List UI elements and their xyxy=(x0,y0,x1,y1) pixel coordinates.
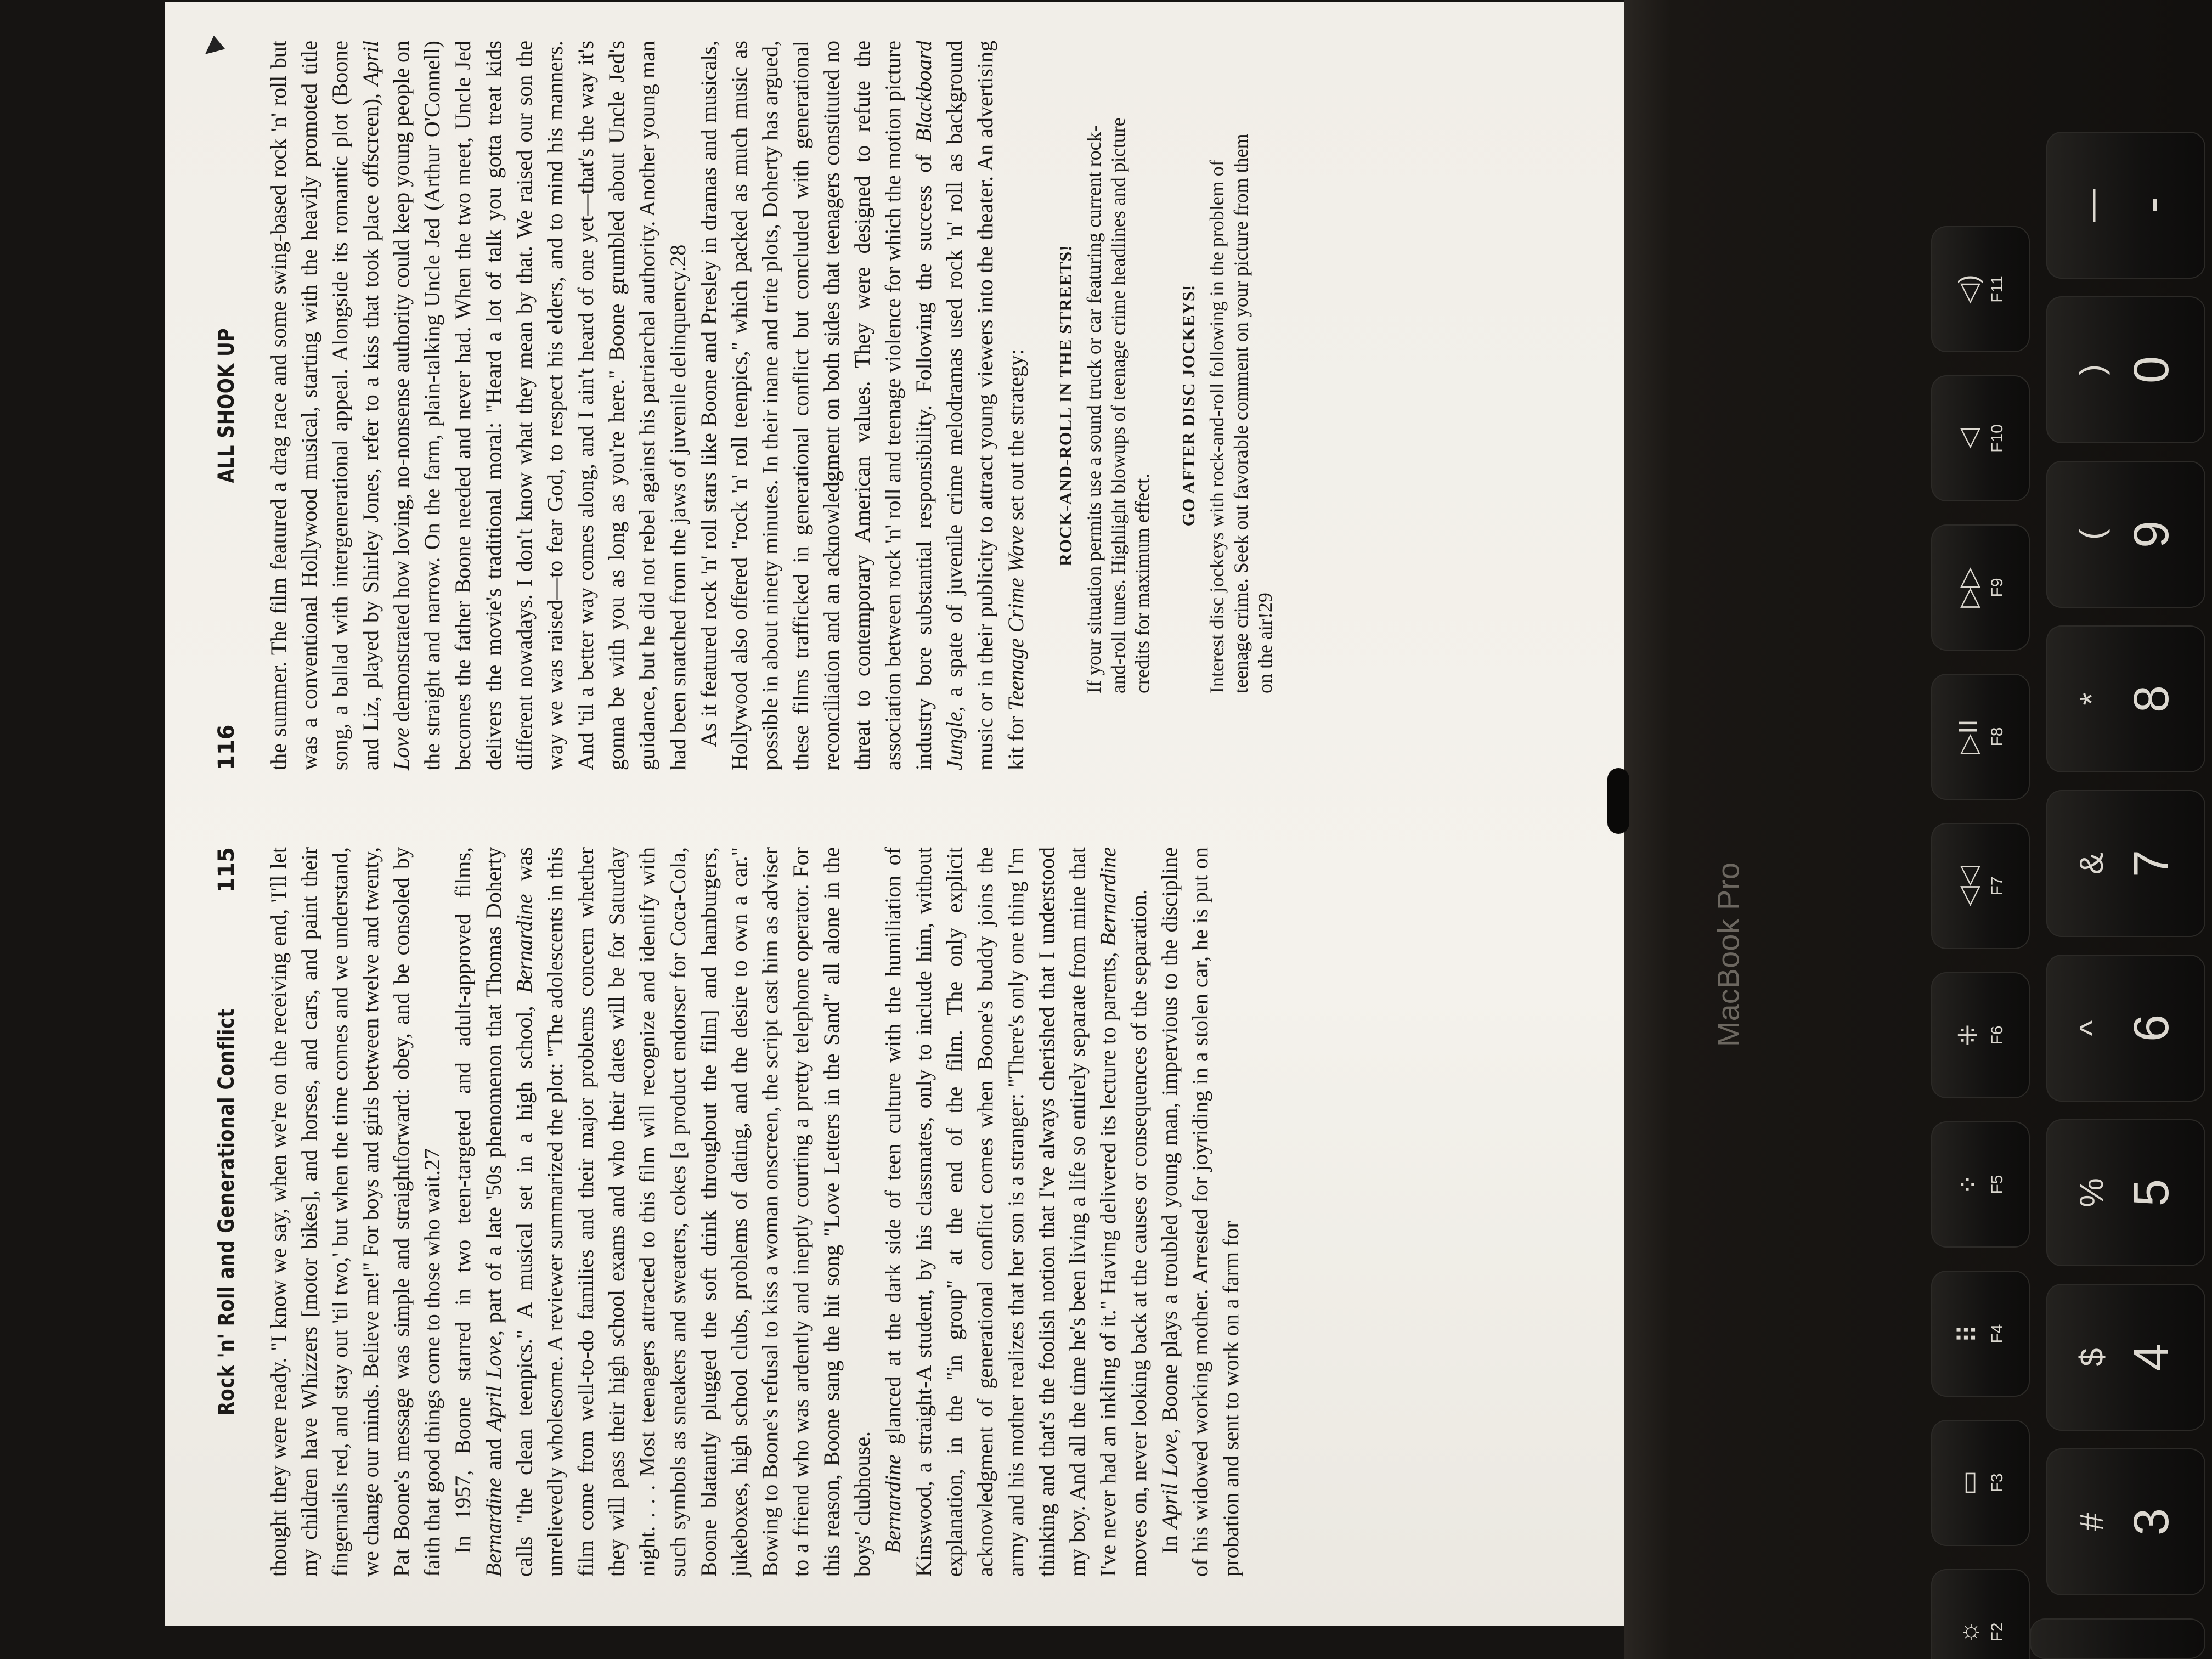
key-0[interactable] xyxy=(2046,296,2205,443)
key-label: F7 xyxy=(1988,876,2006,896)
play-pause-icon: ▷II xyxy=(1954,719,1983,754)
left-paragraph-3: Bernardine glanced at the dark side of teen culture with the humiliation of Kinswood, a straight-A student, by his classmates, only to include him, without explanation, in the "in group" at the end of the film. The only explicit acknowledgment of generational conflict comes when Boone's buddy joins the army and his mother realizes that her son is a stranger: "There's only one thing I'm thinking and that's the foolish notion that I've always cherished that I understood my boy. And all the time he's been living a life so entirely separate from mine that I've never had an inkling of it." Having delivered its lecture to parents, Bernardine moves on, never looking back at the causes or consequences of the separation. xyxy=(881,847,1151,1577)
key-f2[interactable] xyxy=(1931,1569,2030,1659)
key-label: F11 xyxy=(1988,275,2006,303)
key-shift-symbol: — xyxy=(2073,189,2110,222)
key-partial[interactable] xyxy=(2030,1618,2205,1659)
quote-body-streets: If your situation permits use a sound truck or car featuring current rock-and-roll tunes. Highlight blowups of teenage crime headlines and picture credits for maximum effect. xyxy=(1083,117,1153,693)
mission-control-icon: ▭ xyxy=(1954,1470,1983,1496)
right-paragraph-2: As it featured rock 'n' roll stars like Boone and Presley in dramas and musicals, Hollywood also offered "rock 'n' roll teenpics," which packed as much music as possible in about ninety minutes. In their inane and trite plots, Doherty has argued, these films trafficked in generational conflict but concluded with generational reconciliation and an acknowledgment on both sides that teenagers constituted no threat to contemporary American values. They were designed to refute the association between rock 'n' roll and teenage violence for which the motion picture industry bore substantial responsibility. Following the success of Blackboard Jungle, a spate of juvenile crime melodramas used rock 'n' roll as background music or in their publicity to attract young viewers into the theater. An advertising kit for Teenage Crime Wave set out the strategy: xyxy=(696,41,1028,770)
key-label: 9 xyxy=(2124,520,2179,549)
key-f7[interactable] xyxy=(1931,823,2030,949)
key-shift-symbol: * xyxy=(2073,692,2110,706)
key-f11[interactable] xyxy=(1931,226,2030,352)
key-label: - xyxy=(2124,197,2179,213)
key-f5[interactable] xyxy=(1931,1121,2030,1248)
quote-heading-streets: ROCK-AND-ROLL IN THE STREETS! xyxy=(1056,245,1075,566)
key-3[interactable] xyxy=(2046,1448,2205,1595)
key-6[interactable] xyxy=(2046,955,2205,1102)
right-running-head xyxy=(214,41,263,770)
key-5[interactable] xyxy=(2046,1119,2205,1266)
right-page-title: ALL SHOOK UP xyxy=(214,328,239,483)
launchpad-icon: ⠿ xyxy=(1954,1324,1983,1344)
key-label: F2 xyxy=(1988,1622,2006,1642)
book-spread xyxy=(165,2,1624,1626)
right-page xyxy=(214,41,1277,770)
key-shift-symbol: ( xyxy=(2073,529,2110,540)
mute-icon: ◁ xyxy=(1954,428,1983,449)
brightness-up-icon: ☼ xyxy=(1954,1620,1983,1644)
key-8[interactable] xyxy=(2046,625,2205,772)
key-label: 4 xyxy=(2124,1343,2179,1372)
keyboard-light-up-icon: ⁜ xyxy=(1954,1024,1983,1047)
left-page-title: Rock 'n' Roll and Generational Conflict xyxy=(214,1008,239,1415)
left-paragraph-2: In 1957, Boone starred in two teen-targeted and adult-approved films, Bernardine and April Love, part of a late '50s phenomenon that Thomas Doherty calls "the clean teenpics." A musical set in a high school, Bernardine was unrelievedly wholesome. A reviewer summarized the plot: "The adolescents in this film come from well-to-do families and their major problems concern whether they will pass their high school exams and who their dates will be for Saturday night. . . . Most teenagers attracted to this film will recognize and identify with such symbols as sneakers and sweaters, cokes [a product endorser for Coca-Cola, Boone blatantly plugged the soft drink throughout the film] and hamburgers, jukeboxes, high school clubs, problems of dating, and the desire to own a car." Bowing to Boone's refusal to kiss a woman onscreen, the script cast him as adviser to a friend who was ardently and ineptly courting a pretty telephone operator. For this reason, Boone sang the hit song "Love Letters in the Sand" all alone in the boys' clubhouse. xyxy=(450,847,874,1577)
key-label: F4 xyxy=(1988,1324,2006,1344)
quote-body-disc-jockeys: Interest disc jockeys with rock-and-roll following in the problem of teenage crime. Seek out favorable comment on your picture from them on the air!29 xyxy=(1206,133,1276,693)
key-label: F3 xyxy=(1988,1473,2006,1493)
key-f6[interactable] xyxy=(1931,972,2030,1098)
key-label: 0 xyxy=(2124,356,2179,384)
left-running-head xyxy=(214,847,263,1577)
key-label: 8 xyxy=(2124,685,2179,713)
keyboard-light-down-icon: ⁘ xyxy=(1954,1173,1983,1196)
hinge-notch xyxy=(1607,768,1629,834)
key-shift-symbol: ) xyxy=(2073,364,2110,375)
key-4[interactable] xyxy=(2046,1284,2205,1431)
right-paragraph-1: the summer. The film featured a drag race and some swing-based rock 'n' roll but was a conventional Hollywood musical, starting with the heavily promoted title song, a ballad with intergenerational appeal. Alongside its romantic plot (Boone and Liz, played by Shirley Jones, refer to a kiss that took place offscreen), April Love demonstrated how loving, no-nonsense authority could keep young people on the straight and narrow. On the farm, plain-talking Uncle Jed (Arthur O'Connell) becomes the father Boone needed and never had. When the two meet, Uncle Jed delivers the movie's traditional moral: "Heard a lot of talk you gotta treat kids different nowadays. I don't know what they mean by that. We raised our son the way we was raised—to fear God, to respect his elders, and to mind his manners. And 'til a better way comes along, and I ain't heard of one yet—that's the way it's gonna be with you as long as you're here." Boone grumbled about Uncle Jed's guidance, but he did not rebel against his patriarchal authority. Another young man had been snatched from the jaws of juvenile delinquency.28 xyxy=(266,41,690,770)
ad-kit-quote-2 xyxy=(1176,117,1277,693)
key-f9[interactable] xyxy=(1931,524,2030,651)
key-label: 7 xyxy=(2124,849,2179,878)
brand-label: MacBook Pro xyxy=(1711,862,1746,1047)
volume-down-icon: ◁) xyxy=(1954,274,1983,304)
key-label: 6 xyxy=(2124,1014,2179,1042)
key-f10[interactable] xyxy=(1931,375,2030,501)
right-page-number: 116 xyxy=(214,724,239,770)
key-shift-symbol: & xyxy=(2073,852,2110,875)
fast-forward-icon: ▷▷ xyxy=(1954,567,1983,608)
key-label: 5 xyxy=(2124,1178,2179,1207)
quote-heading-disc-jockeys: GO AFTER DISC JOCKEYS! xyxy=(1178,284,1198,527)
key-9[interactable] xyxy=(2046,461,2205,608)
key-f3[interactable] xyxy=(1931,1420,2030,1546)
key-f4[interactable] xyxy=(1931,1271,2030,1397)
left-page-number: 115 xyxy=(214,847,239,893)
key-shift-symbol: # xyxy=(2073,1513,2110,1531)
key-shift-symbol: % xyxy=(2073,1178,2110,1207)
key-label: F8 xyxy=(1988,727,2006,747)
key-7[interactable] xyxy=(2046,790,2205,937)
ad-kit-quote-1 xyxy=(1053,117,1154,693)
key-label: F10 xyxy=(1988,424,2006,453)
left-paragraph-1: thought they were ready. "I know we say, when we're on the receiving end, 'I'll let my children have Whizzers [motor bikes], and horses, and cars, and paint their fingernails red, and stay out 'til two,' but when the time comes and we understand, we change our minds. Believe me!" For boys and girls between twelve and twenty, Pat Boone's message was simple and straightforward: obey, and be consoled by faith that good things come to those who wait.27 xyxy=(266,847,444,1577)
key-f8[interactable] xyxy=(1931,674,2030,800)
rewind-icon: ◁◁ xyxy=(1954,866,1983,906)
left-page xyxy=(214,847,1246,1577)
key-label: F5 xyxy=(1988,1175,2006,1194)
key-label: 3 xyxy=(2124,1508,2179,1536)
key-label: F6 xyxy=(1988,1025,2006,1045)
key-label: F9 xyxy=(1988,578,2006,597)
key-minus[interactable] xyxy=(2046,132,2205,279)
left-paragraph-4: In April Love, Boone plays a troubled young man, impervious to the discipline of his widowed working mother. Arrested for joyriding in a stolen car, he is put on probation and sent to work on a farm for xyxy=(1157,847,1243,1577)
key-shift-symbol: ^ xyxy=(2073,1020,2110,1036)
key-shift-symbol: $ xyxy=(2073,1348,2110,1367)
